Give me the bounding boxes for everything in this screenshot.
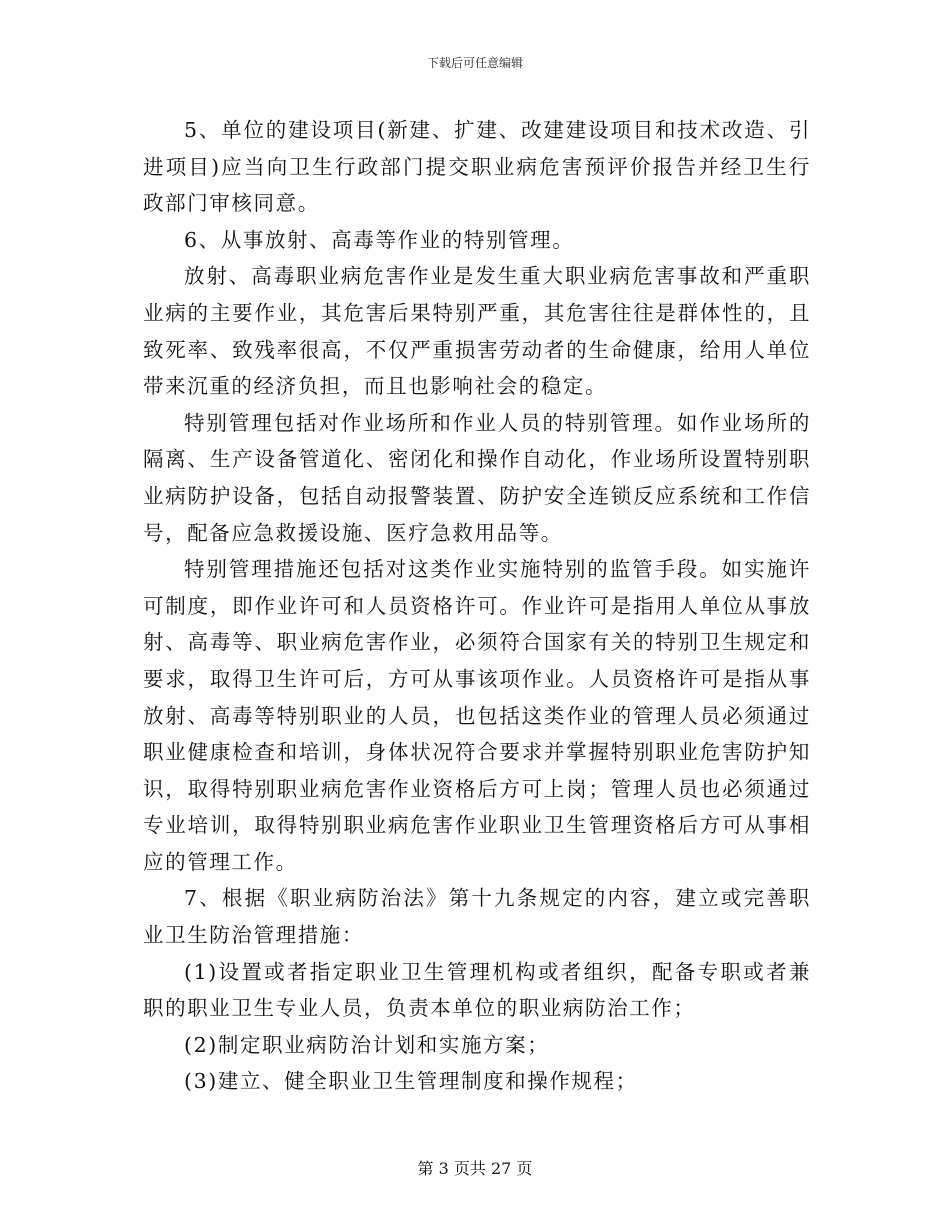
list-item-3: (3)建立、健全职业卫生管理制度和操作规程； [184,1069,638,1094]
document-body [143,112,811,1100]
page-number-footer: 第 3 页共 27 页 [417,1159,533,1178]
paragraph-item-7: 7、根据《职业病防治法》第十九条规定的内容，建立或完善职业卫生防治管理措施： [143,886,811,948]
list-item-2: (2)制定职业病防治计划和实施方案； [184,1032,550,1057]
list-item-1: (1)设置或者指定职业卫生管理机构或者组织，配备专职或者兼职的职业卫生专业人员，负责本单位的职业病防治工作； [143,959,811,1021]
paragraph-item-5: 5、单位的建设项目(新建、扩建、改建建设项目和技术改造、引进项目)应当向卫生行政部门提交职业病危害预评价报告并经卫生行政部门审核同意。 [143,118,811,216]
paragraph-high-toxicity-hazard: 放射、高毒职业病危害作业是发生重大职业病危害事故和严重职业病的主要作业，其危害后果特别严重，其危害往往是群体性的，且致死率、致残率很高，不仅严重损害劳动者的生命健康，给用人单位带来沉重的经济负担，而且也影响社会的稳定。 [143,264,811,399]
paragraph-item-6-heading: 6、从事放射、高毒等作业的特别管理。 [184,227,575,252]
paragraph-special-management: 特别管理包括对作业场所和作业人员的特别管理。如作业场所的隔离、生产设备管道化、密闭化和操作自动化，作业场所设置特别职业病防护设备，包括自动报警装置、防护安全连锁反应系统和工作信号，配备应急救援设施、医疗急救用品等。 [143,410,811,545]
page-header: 下载后可任意编辑 [426,56,523,70]
paragraph-licensing-measures: 特别管理措施还包括对这类作业实施特别的监管手段。如实施许可制度，即作业许可和人员资格许可。作业许可是指用人单位从事放射、高毒等、职业病危害作业，必须符合国家有关的特别卫生规定和要求，取得卫生许可后，方可从事该项作业。人员资格许可是指从事放射、高毒等特别职业的人员，也包括这类作业的管理人员必须通过职业健康检查和培训，身体状况符合要求并掌握特别职业危害防护知识，取得特别职业病危害作业资格后方可上岗；管理人员也必须通过专业培训，取得特别职业病危害作业职业卫生管理资格后方可从事相应的管理工作。 [143,557,811,874]
